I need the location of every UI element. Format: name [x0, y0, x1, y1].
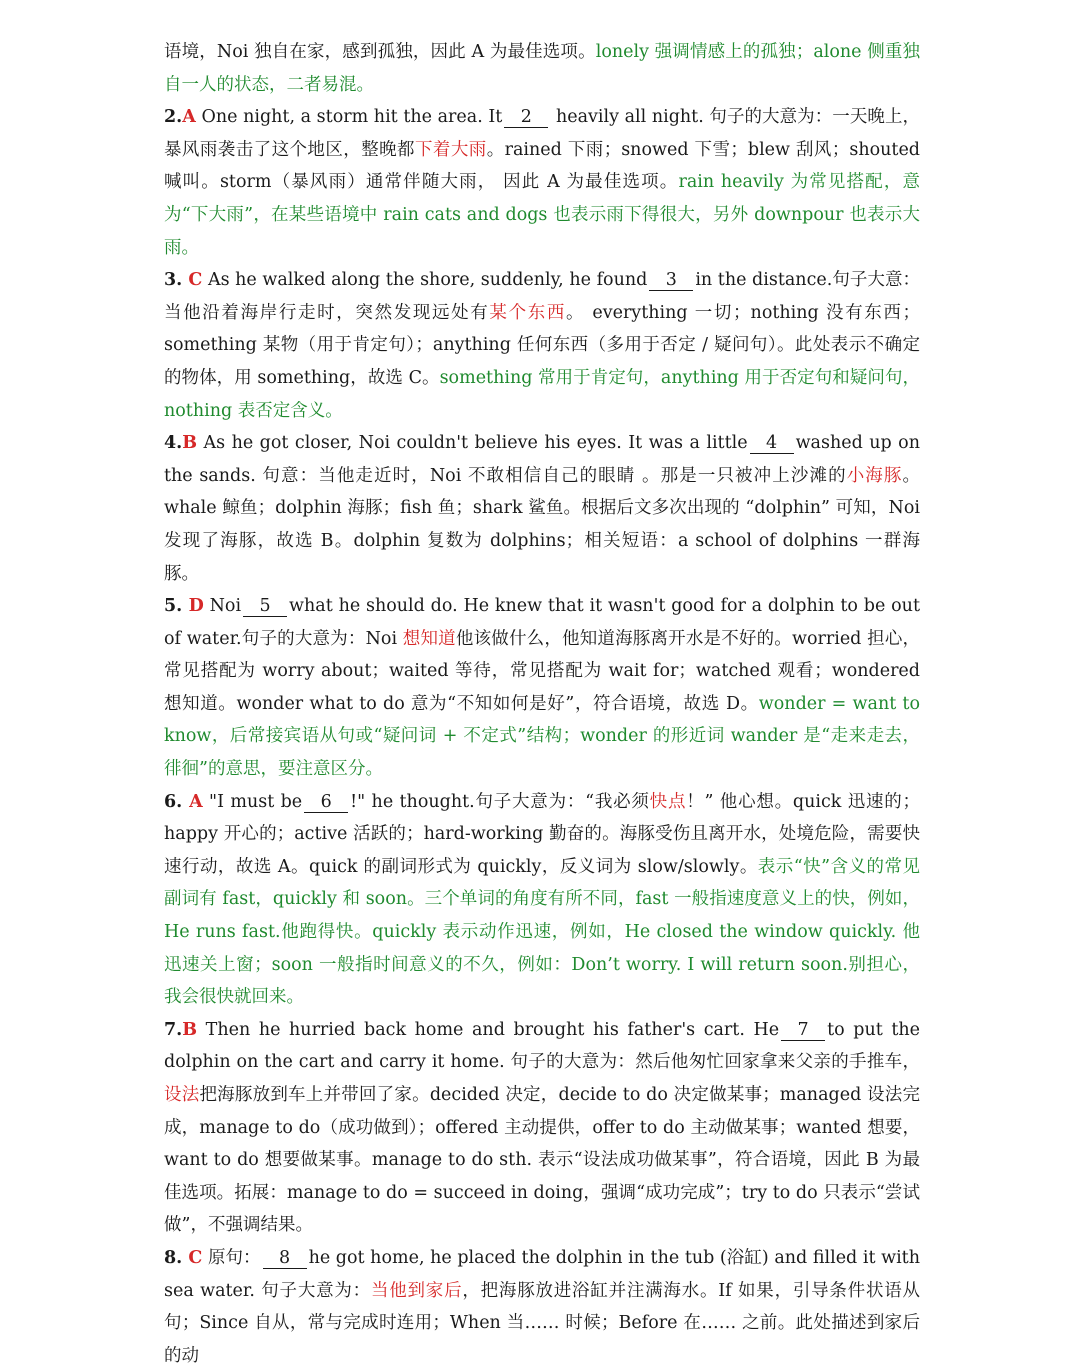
text-segment: 。 everything 一切；nothing 没有东西；something 某物（用于肯定句）；anything 任何东西（多用于否定 / 疑问句）。此处表示不确定的物体，用 something，故选 C。 — [164, 302, 921, 388]
text-segment: 语境，Noi 独自在家，感到孤独，因此 A 为最佳选项。 — [164, 42, 596, 62]
text-segment: 表示“快”含义的常见副词有 fast，quickly 和 soon。三个单词的角度有所不同，fast 一般指速度意义上的快，例如，He runs fast.他跑得快。quickly 表示动作迅速，例如，He closed the window quickly. 他迅速关上窗；soon 一般指时间意义的不久，例如：Don’t worry. I will return soon.别担心，我会很快就回来。 — [164, 856, 920, 1008]
text-segment: 4. — [164, 433, 183, 454]
text-segment: 2. — [164, 107, 183, 128]
text-segment: 当他到家后 — [370, 1280, 463, 1301]
answer-blank: 5 — [243, 596, 287, 617]
text-segment: ，把海豚放进浴缸并注满海水。If 如果，引导条件状语从句；Since 自从，常与完成时连用；When 当…… 时候；Before 在…… 之前。此处描述到家后的动 — [164, 1280, 921, 1366]
text-segment: A — [182, 107, 196, 128]
text-segment: A — [189, 791, 203, 812]
answer-blank: 6 — [304, 792, 348, 813]
text-segment: to put the dolphin on the cart and carry it home. 句子的大意为：然后他匆忙回家拿来父亲的手推车， — [164, 1019, 920, 1073]
text-segment: 6. — [164, 791, 190, 812]
text-segment: heavily all night. 句子的大意为：一天晚上，暴风雨袭击了这个地区，整晚都 — [164, 107, 921, 160]
answer-blank: 3 — [649, 270, 693, 291]
text-segment: in the distance.句子大意：当他沿着海岸行走时，突然发现远处有 — [164, 270, 920, 323]
text-segment: 7. — [164, 1019, 183, 1040]
text-segment: Noi — [203, 596, 242, 617]
answer-blank: 8 — [263, 1248, 307, 1269]
text-segment: rain heavily 为常见搭配，意为“下大雨”，在某些语境中 rain cats and dogs 也表示雨下得很大，另外 downpour 也表示大雨。 — [164, 172, 920, 258]
text-segment: D — [188, 596, 204, 617]
text-segment: C — [188, 1247, 203, 1268]
text-segment: lonely 强调情感上的孤独；alone 侧重独自一人的状态，二者易混。 — [164, 42, 920, 95]
answer-blank: 4 — [750, 433, 794, 454]
text-segment: 下着大雨 — [414, 139, 487, 160]
text-segment: "I must be — [202, 791, 303, 812]
answer-blank: 2 — [504, 107, 548, 128]
text-segment: 原句： — [202, 1247, 261, 1268]
answer-paragraph-8 — [164, 1242, 920, 1372]
answer-paragraph-6 — [164, 786, 920, 1014]
text-segment: As he walked along the shore, suddenly, he found — [202, 270, 648, 291]
text-segment: 快点 — [649, 791, 687, 812]
text-segment: 想知道 — [402, 628, 456, 649]
text-segment: washed up on the sands. 句意：当他走近时，Noi 不敢相信自己的眼睛 。那是一只被冲上沙滩的 — [164, 433, 920, 486]
text-segment: what he should do. He knew that it wasn't good for a dolphin to be out of water.句子的大意为：Noi — [164, 596, 920, 649]
answer-paragraph-2 — [164, 101, 920, 264]
text-segment: 某个东西 — [489, 302, 566, 323]
text-segment: 把海豚放到车上并带回了家。decided 决定，decide to do 决定做某事；managed 设法完成，manage to do（成功做到）；offered 主动提供，offer to do 主动做某事；wanted 想要，want to do 想要做某事。manage to do sth. 表示“设法成功做某事”，符合语境，因此 B 为最佳选项。拓展：manage to do = succeed in doing，强调“成功完成”；try to do 只表示“尝试做”，不强调结果。 — [164, 1085, 920, 1236]
text-segment: he got home, he placed the dolphin in the tub (浴缸) and filled it with sea water. 句子大意为： — [164, 1247, 920, 1301]
text-segment: Then he hurried back home and brought his father's cart. He — [197, 1019, 780, 1040]
text-segment: 小海豚 — [846, 465, 903, 486]
text-segment: 。whale 鲸鱼；dolphin 海豚；fish 鱼；shark 鲨鱼。根据后文多次出现的 “dolphin” 可知，Noi 发现了海豚，故选 B。dolphin 复数为 dolphins；相关短语：a school of dolphins 一群海豚。 — [164, 465, 920, 584]
text-segment: 3. — [164, 270, 189, 291]
text-segment: wonder = want to know，后常接宾语从句或“疑问词 + 不定式”结构；wonder 的形近词 wander 是“走来走去，徘徊”的意思，要注意区分。 — [164, 693, 920, 780]
text-segment: B — [182, 1019, 198, 1040]
text-segment: 设法 — [164, 1085, 200, 1105]
text-segment: !" he thought.句子大意为：“我必须 — [350, 791, 650, 812]
text-segment: 他该做什么，他知道海豚离开水是不好的。worried 担心，常见搭配为 worry about；waited 等待，常见搭配为 wait for；watched 观看；wondered 想知道。wonder what to do 意为“不知如何是好”，符合语境，故选 D。 — [164, 628, 921, 714]
answer-blank: 7 — [781, 1020, 825, 1041]
text-segment: 8. — [164, 1247, 189, 1268]
text-segment: 。rained 下雨；snowed 下雪；blew 刮风；shouted 喊叫。storm（暴风雨）通常伴随大雨， 因此 A 为最佳选项。 — [164, 139, 921, 193]
answer-paragraph-4 — [164, 427, 920, 590]
text-segment: One night, a storm hit the area. It — [195, 107, 503, 128]
answer-paragraph-3 — [164, 264, 920, 427]
answer-paragraph-1 — [164, 36, 920, 101]
answer-paragraph-7 — [164, 1014, 920, 1242]
text-segment: something 常用于肯定句，anything 用于否定句和疑问句，nothing 表否定含义。 — [164, 367, 920, 421]
text-segment: B — [182, 433, 198, 454]
answer-paragraph-5 — [164, 590, 920, 786]
text-segment: 5. — [164, 596, 189, 617]
text-segment: ！” 他心想。quick 迅速的；happy 开心的；active 活跃的；hard-working 勤奋的。海豚受伤且离开水，处境危险，需要快速行动，故选 A。quick 的副词形式为 quickly，反义词为 slow/slowly。 — [164, 791, 921, 877]
text-segment: As he got closer, Noi couldn't believe his eyes. It was a little — [197, 433, 748, 454]
text-segment: C — [188, 270, 203, 291]
